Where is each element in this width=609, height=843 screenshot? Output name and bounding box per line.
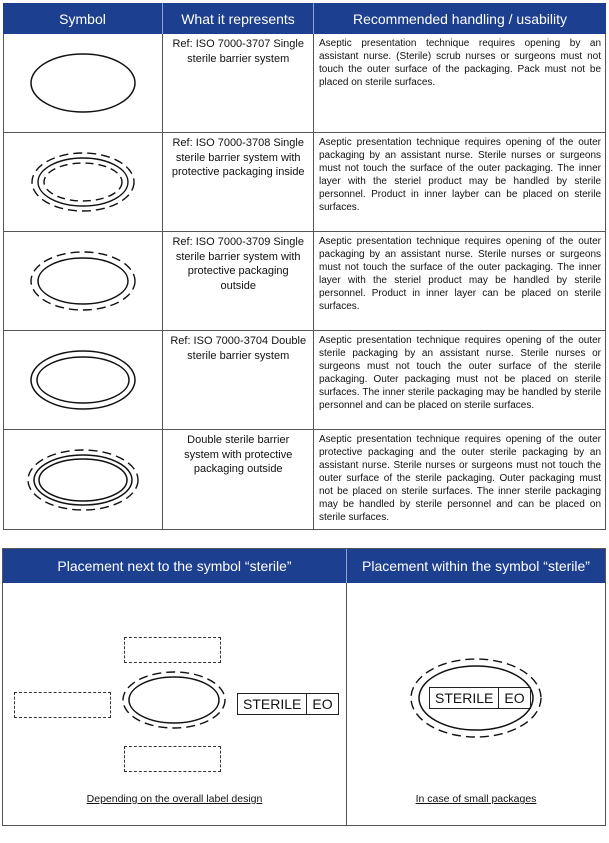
handling-cell: Aseptic presentation technique requires opening by an assistant nurse. (Sterile) scrub nurses or surgeons must not touch the outer surface of the packaging. Pack must not be placed on sterile surfaces. [318,38,602,88]
placement-slot-top [124,637,221,663]
placement-within-panel [347,583,605,825]
placement-slot-bottom [124,746,221,772]
oval-with-dashed-inner-and-outer-icon [28,150,138,214]
represents-cell: Ref: ISO 7000-3704 Double sterile barrier system [163,331,314,429]
symbols-table-header [3,3,606,34]
symbol-cell [4,133,163,231]
header-symbol: Symbol [3,3,163,34]
table-row [4,34,605,133]
symbol-cell [4,232,163,330]
handling-cell: Aseptic presentation technique requires opening of the outer packaging by an assistant nurse. Sterile nurses or surgeons must not touch the surface of the outer packaging. The inner layer with the steriel product may be handled by sterile personnel. Product in inner layer can be placed on sterile surfaces. [318,236,602,312]
caption-next-to: Depending on the overall label design [86,793,263,805]
oval-with-dashed-outer-icon [120,669,228,731]
table-row [4,133,605,232]
header-placement-within: Placement within the symbol “sterile” [362,558,590,574]
symbols-table [3,3,606,530]
placement-next-to-panel [3,583,347,825]
sterilization-method-label: EO [498,688,529,708]
placement-slot-left [14,692,111,718]
sterilization-method-label: EO [306,694,337,714]
represents-cell: Ref: ISO 7000-3708 Single sterile barrier system with protective packaging inside [163,133,314,231]
header-placement-next-to: Placement next to the symbol “sterile” [3,549,347,583]
symbol-cell [4,331,163,429]
placement-table-body [3,583,605,825]
placement-table-header [3,549,605,583]
oval-with-dashed-outer-icon [28,249,138,313]
sterile-eo-badge [237,693,339,715]
header-represents: What it represents [163,3,314,34]
header-handling: Recommended handling / usability [352,10,567,27]
sterile-label: STERILE [435,690,494,706]
represents-cell: Ref: ISO 7000-3709 Single sterile barrier system with protective packaging outside [163,232,314,330]
handling-cell: Aseptic presentation technique requires opening of the outer packaging by an assistant nurse. Sterile nurses or surgeons must not touch the surface of the outer packaging. The inner layer with the steriel product may be handled by sterile personnel. Product in inner layber can be placed on sterile surfaces. [318,137,602,213]
double-oval-icon [28,348,138,412]
handling-cell: Aseptic presentation technique requires opening of the outer protective packaging and the outer sterile packaging by an assistant nurse. Sterile nurses or surgeons must not touch the outer surface of the sterile packaging. Outer packaging must not be placed on sterile surfaces. The inner sterile packaging may be handled by sterile personnel and can be placed on sterile surfaces. [318,434,602,523]
symbol-cell [4,430,163,529]
sterile-eo-badge [429,687,531,709]
handling-cell: Aseptic presentation technique requires opening of the outer sterile packaging by an assistant nurse. Sterile nurses or surgeons must not touch the outer surface of the sterile packaging. Outer packaging must not be placed on sterile surfaces. The inner sterile packaging may be handled by sterile personnel and can be placed on sterile surfaces. [318,335,602,411]
single-oval-icon [28,51,138,115]
double-oval-with-dashed-outer-icon [25,447,141,513]
table-row [4,430,605,530]
caption-within: In case of small packages [415,793,537,805]
placement-table [2,548,606,826]
sterile-label: STERILE [243,696,302,712]
represents-cell: Double sterile barrier system with protective packaging outside [163,430,314,529]
table-row [4,331,605,430]
table-row [4,232,605,331]
symbol-cell [4,34,163,132]
symbols-table-body [3,34,606,530]
represents-cell: Ref: ISO 7000-3707 Single sterile barrier system [163,34,314,132]
